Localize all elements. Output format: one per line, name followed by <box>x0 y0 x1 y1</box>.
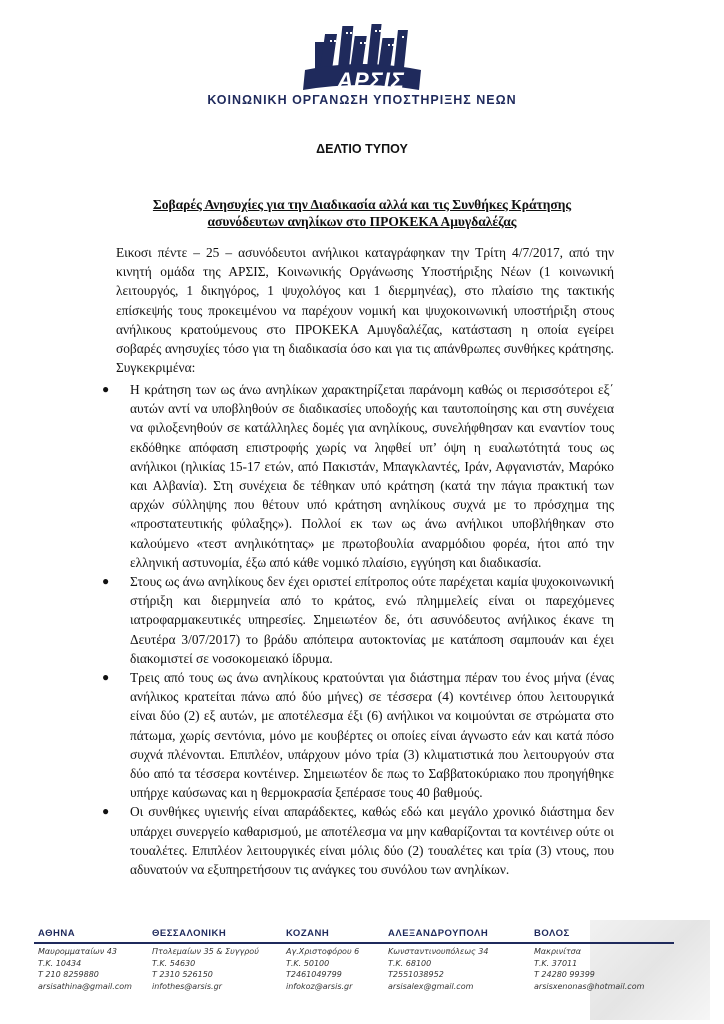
logo-brand-text: ΑΡΣΙΣ <box>337 68 405 93</box>
footer <box>34 928 690 1018</box>
footer-address: Κωνσταντινουπόλεως 34 <box>388 947 489 956</box>
organization-name: ΚΟΙΝΩΝΙΚΗ ΟΡΓΑΝΩΣΗ ΥΠΟΣΤΗΡΙΞΗΣ ΝΕΩΝ <box>207 93 517 107</box>
footer-email: infothes@arsis.gr <box>152 981 222 991</box>
footer-email: arsisalex@gmail.com <box>388 981 474 991</box>
footer-postcode: Τ.Κ. 50100 <box>286 958 330 968</box>
bullet-item <box>102 802 614 879</box>
bullet-dot-icon: ● <box>102 670 110 685</box>
footer-postcode: Τ.Κ. 54630 <box>152 958 196 968</box>
bullet-text: Τρεις από τους ως άνω ανηλίκους κρατούνται για διάστημα πέραν του ένος μήνα (ένας ανήλικος κρατείται πάνω από δύο μήνες) σε τέσσερα (4) κοντέινερ όπου λειτουργικά είναι δύο (2) εξ αυτών, με αποτέλεσμα έξι (6) ανήλικοι να κοιμούνται σε στρώματα στο πάτωμα, χωρίς σεντόνια, μόνο με κουβέρτες οι οποίες είναι άγνωστο εάν και κατά πόσο συχνά πλένονται. Επιπλέον, υπάρχουν μόνο τρία (3) κλιματιστικά που λειτουργούν στα δύο από τα τέσσερα κοντέινερ. Σημειωτέον δε πως το Σαββατοκύριακο που προηγήθηκε υπήρχε καύσωνας και η θερμοκρασία ξεπέρασε τους 40 βαθμούς. <box>130 670 614 801</box>
footer-office-kozani <box>286 928 386 992</box>
press-release-title: ΔΕΛΤΙΟ ΤΥΠΟΥ <box>316 142 408 156</box>
footer-email: infokoz@arsis.gr <box>286 981 353 991</box>
headline <box>110 196 614 230</box>
footer-city: ΑΛΕΞΑΝΔΡΟΥΠΟΛΗ <box>388 928 489 939</box>
footer-email: arsisathina@gmail.com <box>38 981 132 991</box>
bullet-dot-icon: ● <box>102 382 110 396</box>
bullet-list <box>102 380 614 879</box>
footer-postcode: Τ.Κ. 68100 <box>388 958 432 968</box>
bullet-item <box>102 668 614 802</box>
bullet-text: Οι συνθήκες υγιεινής είναι απαράδεκτες, καθώς εδώ και μεγάλο χρονικό διάστημα δεν υπάρχει συνεργείο καθαρισμού, με αποτέλεσμα να μην καθαρίζονται τα κοντέινερ ούτε οι τουαλέτες. Επιπλέον λειτουργικές είναι μόλις δύο (2) τουαλέτες και τρία (3) ντους, που αδυνατούν να εξυπηρετήσουν τις ανάγκες του συνόλου των ανηλίκων. <box>130 804 614 878</box>
footer-postcode: Τ.Κ. 10434 <box>38 958 82 968</box>
footer-phone: Τ 24280 99399 <box>534 970 595 979</box>
footer-email: arsisxenonas@hotmail.com <box>534 981 645 991</box>
footer-address: Μαυρομματαίων 43 <box>38 947 117 956</box>
footer-city: ΚΟΖΑΝΗ <box>286 928 330 939</box>
bullet-item <box>102 572 614 668</box>
footer-postcode: Τ.Κ. 37011 <box>534 958 578 968</box>
footer-office-alexandroupoli <box>388 928 488 992</box>
footer-phone: Τ2461049799 <box>286 970 342 979</box>
footer-phone: Τ2551038952 <box>388 970 444 979</box>
logo <box>0 20 724 92</box>
footer-office-athens <box>38 928 138 992</box>
bullet-dot-icon: ● <box>102 574 110 589</box>
footer-city: ΑΘΗΝΑ <box>38 928 76 939</box>
intro-paragraph: Εικοσι πέντε – 25 – ασυνόδευτοι ανήλικοι καταγράφηκαν την Τρίτη 4/7/2017, από την κινητή ομάδα της ΑΡΣΙΣ, Κοινωνικής Οργάνωσης Υποστήριξης Νέων (1 κοινωνική λειτουργός, 1 δικηγόρος, 1 ψυχολόγος και 1 διερμηνέας), στο πλαίσιο της τακτικής επίσκεψής τους προκειμένου να παρέχουν νομική και ψυχοκοινωνική υποστήριξη στους ανήλικους κρατούμενους στο ΠΡΟΚΕΚΑ Αμυγδαλέζας, κατάσταση η οποία εγείρει σοβαρές ανησυχίες τόσο για τη διαδικασία όσο και για τις απάνθρωπες συνθήκες κράτησης. Συγκεκριμένα: <box>116 245 614 376</box>
bullet-text: Στους ως άνω ανηλίκους δεν έχει οριστεί επίτροπος ούτε παρέχεται καμία ψυχοκοινωνική στήριξη και διερμηνεία από το κράτος, ενώ πλημμελείς είναι οι παρεχόμενες ιατροφαρμακευτικές υπηρεσίες. Σημειωτέον δε, ότι ασυνόδευτος ανήλικος έκανε τη Δευτέρα 3/07/2017) το βράδυ απόπειρα αυτοκτονίας με κατάποση σαμπουάν και έχει διακομιστεί σε νοσοκομειακό ίδρυμα. <box>130 574 614 666</box>
headline-line-2: ασυνόδευτων ανηλίκων στο ΠΡΟΚΕΚΑ Αμυγδαλέζας <box>207 214 517 229</box>
footer-office-thessaloniki <box>152 928 259 992</box>
footer-city: ΘΕΣΣΑΛΟΝΙΚΗ <box>152 928 227 939</box>
footer-address: Αγ.Χριστοφόρου 6 <box>286 947 360 956</box>
footer-address: Πτολεμαίων 35 & Συγγρού <box>152 947 259 956</box>
footer-city: ΒΟΛΟΣ <box>534 928 570 939</box>
footer-phone: Τ 210 8259880 <box>38 970 99 979</box>
footer-phone: Τ 2310 526150 <box>152 970 213 979</box>
headline-line-1: Σοβαρές Ανησυχίες για την Διαδικασία αλλά και τις Συνθήκες Κράτησης <box>152 197 572 212</box>
bullet-item <box>102 380 614 572</box>
bullet-text: Η κράτηση των ως άνω ανηλίκων χαρακτηρίζεται παράνομη καθώς οι περισσότεροι εξ΄ αυτών αντί να υποβληθούν σε διαδικασίες υποδοχής και ταυτοποίησης και στη συνέχεια να φιλοξενηθούν σε κατάλληλες δομές για ανηλίκους, συνελήφθησαν και εναντίον τους εκδόθηκε απόφαση επιστροφής χωρίς να ληφθεί υπ’ όψη η ευαλωτότητά τους ως ανήλικοι (ηλικίας 15-17 ετών, από Πακιστάν, Μπαγκλαντές, Ιράν, Αφγανιστάν, Μαρόκο και Αλβανία). Στη συνέχεια δε τέθηκαν υπό κράτηση (κατά την πάγια πρακτική των αρχών σύλληψης που θέτουν υπό κράτηση ανηλίκους συχνά με το πρόσχημα της «προστατευτικής φύλαξης»). Πολλοί εκ των ως άνω ανήλικοι υποβλήθηκαν στο καλούμενο «τεστ ανηλικότητας» με πρωτοβουλία αναρμόδιου φορέα, ήτοι από την ελληνική αστυνομία, έξω από κάθε νομικό πλαίσιο, εγγύηση και διαδικασία. <box>130 382 614 570</box>
footer-office-volos <box>534 928 645 992</box>
bullet-dot-icon: ● <box>102 804 110 819</box>
footer-address: Μακρινίτσα <box>534 947 582 956</box>
